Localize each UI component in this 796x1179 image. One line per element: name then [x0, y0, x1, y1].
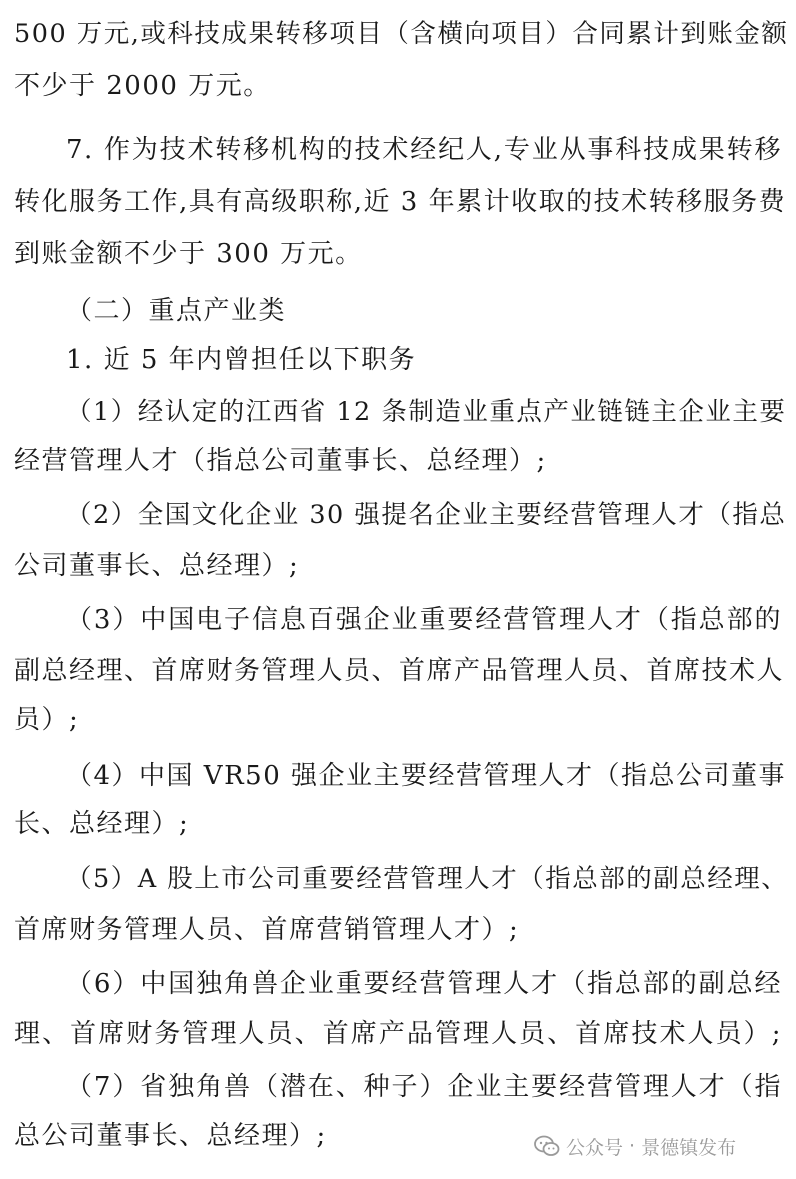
section-heading: （二）重点产业类 — [66, 296, 287, 326]
text-line: （7）省独角兽（潜在、种子）企业主要经营管理人才（指 — [66, 1072, 782, 1102]
text-line: （3）中国电子信息百强企业重要经营管理人才（指总部的 — [66, 605, 782, 635]
text-line: 员）; — [14, 705, 80, 735]
text-line: 理、首席财务管理人员、首席产品管理人员、首席技术人员）; — [14, 1019, 782, 1049]
text-line: 经营管理人才（指总公司董事长、总经理）; — [14, 446, 547, 476]
wechat-icon — [534, 1134, 560, 1158]
text-line: 到账金额不少于 300 万元。 — [14, 239, 363, 269]
text-line: 500 万元,或科技成果转移项目（含横向项目）合同累计到账金额 — [14, 19, 789, 49]
text-line: 7. 作为技术转移机构的技术经纪人,专业从事科技成果转移 — [66, 135, 782, 165]
text-line: （2）全国文化企业 30 强提名企业主要经营管理人才（指总 — [66, 500, 787, 530]
watermark-separator: · — [629, 1135, 636, 1157]
text-line: 副总经理、首席财务管理人员、首席产品管理人员、首席技术人 — [14, 656, 785, 686]
watermark-prefix: 公众号 — [566, 1136, 624, 1159]
text-line: （1）经认定的江西省 12 条制造业重点产业链链主企业主要 — [66, 397, 787, 427]
text-line: 长、总经理）; — [14, 809, 190, 839]
text-line: （5）A 股上市公司重要经营管理人才（指总部的副总经理、 — [66, 864, 789, 894]
text-line: 首席财务管理人员、首席营销管理人才）; — [14, 915, 520, 945]
text-line: （6）中国独角兽企业重要经营管理人才（指总部的副总经 — [66, 969, 782, 999]
text-line: 总公司董事长、总经理）; — [14, 1121, 327, 1151]
text-line: 转化服务工作,具有高级职称,近 3 年累计收取的技术转移服务费 — [14, 187, 787, 217]
text-line: 公司董事长、总经理）; — [14, 551, 300, 581]
watermark-account: 景德镇发布 — [641, 1136, 737, 1159]
text-line: 不少于 2000 万元。 — [14, 71, 271, 101]
text-line: （4）中国 VR50 强企业主要经营管理人才（指总公司董事 — [66, 761, 787, 791]
wechat-watermark — [534, 1128, 736, 1164]
subsection-heading: 1. 近 5 年内曾担任以下职务 — [66, 345, 417, 375]
